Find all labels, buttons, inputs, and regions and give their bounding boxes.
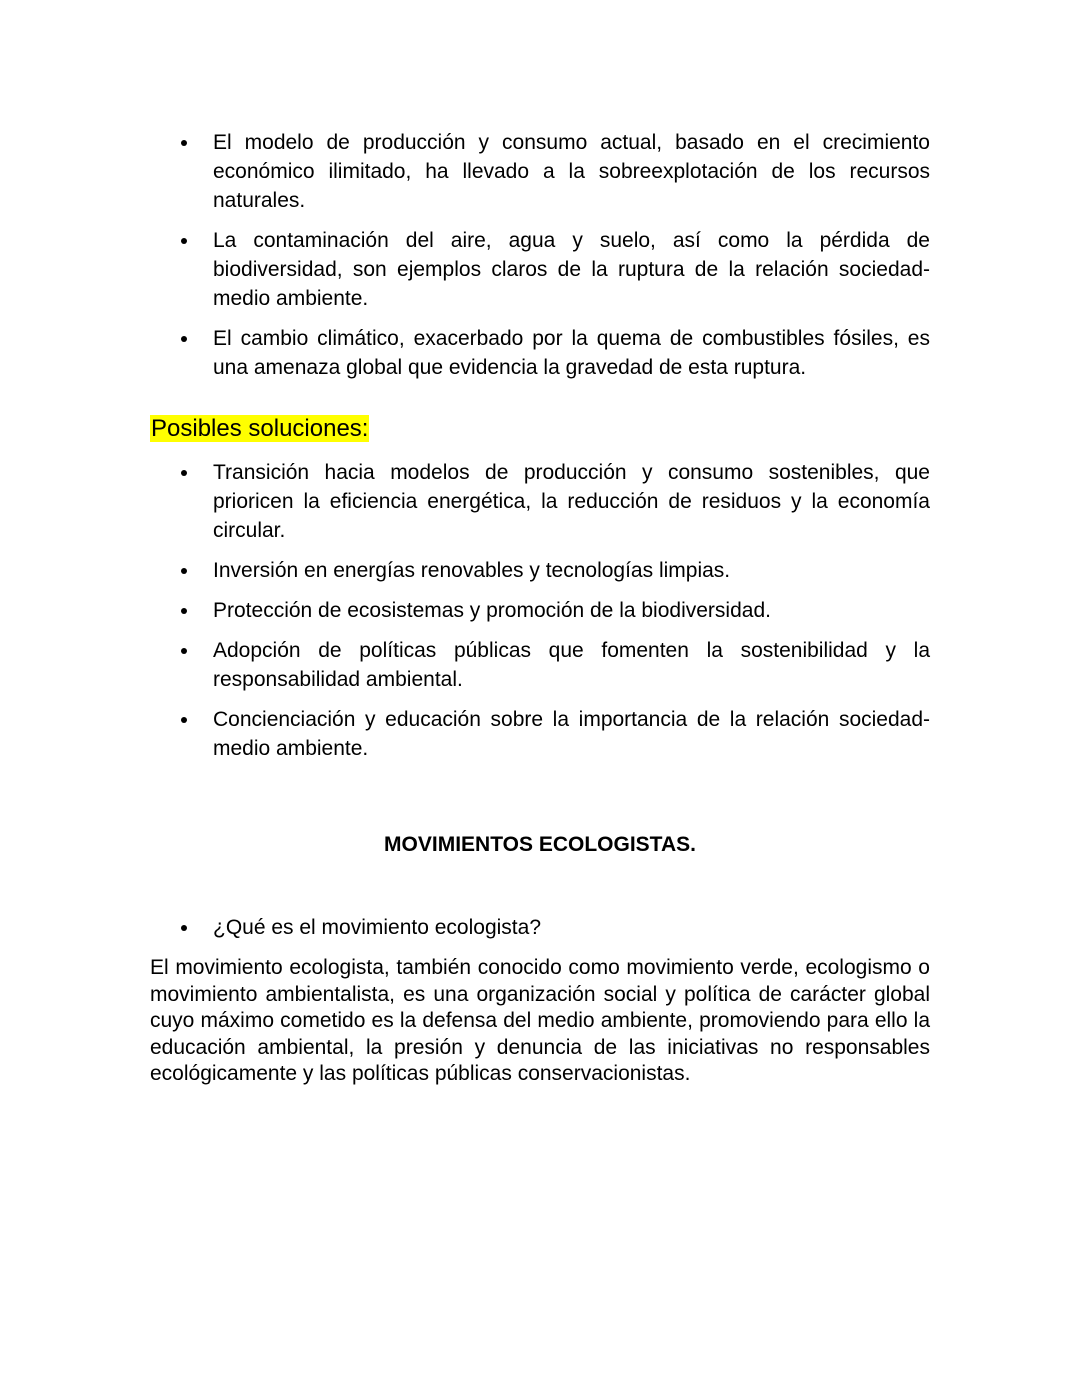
- list-item: [150, 636, 930, 694]
- list-item: [150, 913, 930, 942]
- problems-list: [150, 128, 930, 393]
- bullet-icon: [181, 925, 187, 931]
- list-item: [150, 556, 930, 585]
- list-item: [150, 226, 930, 313]
- definition-paragraph: El movimiento ecologista, también conocido como movimiento verde, ecologismo o movimiento ambientalista, es una organización social y política de carácter global cuyo máximo cometido es la defensa del medio ambiente, promoviendo para ello la educación ambiental, la presión y denuncia de las iniciativas no responsables ecológicamente y las políticas públicas conservacionistas.: [150, 956, 930, 1085]
- question-text: ¿Qué es el movimiento ecologista?: [213, 916, 541, 939]
- list-item-text: La contaminación del aire, agua y suelo, así como la pérdida de biodiversidad, son ejemplos claros de la ruptura de la relación sociedad-medio ambiente.: [213, 229, 930, 310]
- solutions-heading: [150, 414, 369, 444]
- list-item: [150, 458, 930, 545]
- bullet-icon: [181, 470, 187, 476]
- section-title: MOVIMIENTOS ECOLOGISTAS.: [384, 833, 696, 856]
- list-item-text: Inversión en energías renovables y tecnologías limpias.: [213, 559, 731, 582]
- list-item: [150, 128, 930, 215]
- solutions-list: [150, 458, 930, 774]
- list-item-text: Adopción de políticas públicas que fomenten la sostenibilidad y la responsabilidad ambiental.: [213, 639, 930, 691]
- solutions-heading-text: Posibles soluciones:: [151, 415, 369, 442]
- bullet-icon: [181, 568, 187, 574]
- list-item-text: El cambio climático, exacerbado por la quema de combustibles fósiles, es una amenaza global que evidencia la gravedad de esta ruptura.: [213, 327, 930, 379]
- bullet-icon: [181, 140, 187, 146]
- bullet-icon: [181, 717, 187, 723]
- bullet-icon: [181, 608, 187, 614]
- list-item-text: El modelo de producción y consumo actual, basado en el crecimiento económico ilimitado, ha llevado a la sobreexplotación de los recursos naturales.: [213, 131, 930, 212]
- list-item: [150, 596, 930, 625]
- list-item-text: Transición hacia modelos de producción y consumo sostenibles, que prioricen la eficiencia energética, la reducción de residuos y la economía circular.: [213, 461, 930, 542]
- question-list: [150, 913, 930, 953]
- list-item-text: Concienciación y educación sobre la importancia de la relación sociedad-medio ambiente.: [213, 708, 930, 760]
- bullet-icon: [181, 336, 187, 342]
- list-item: [150, 324, 930, 382]
- list-item-text: Protección de ecosistemas y promoción de la biodiversidad.: [213, 599, 771, 622]
- bullet-icon: [181, 238, 187, 244]
- list-item: [150, 705, 930, 763]
- bullet-icon: [181, 648, 187, 654]
